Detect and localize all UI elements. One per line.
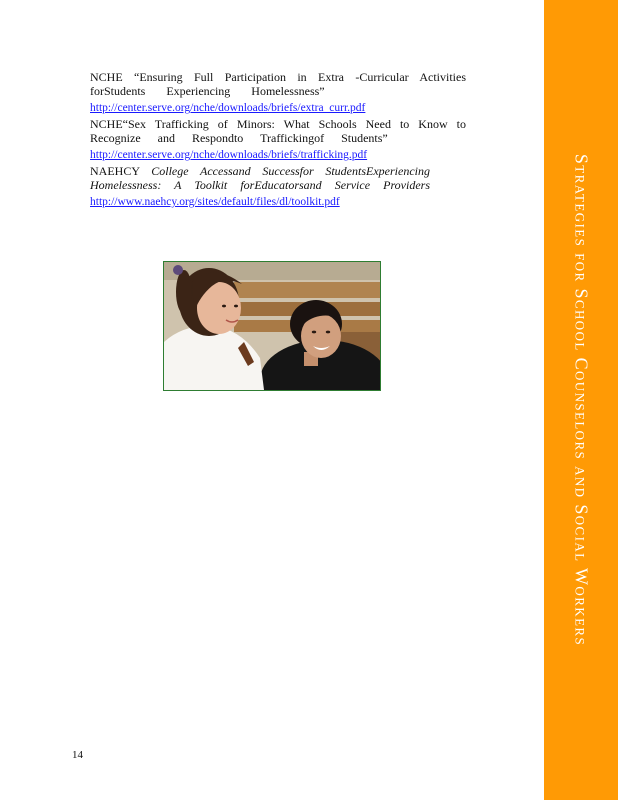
resource-title-italic: College Accessand Successfor StudentsExperiencing <box>151 164 430 178</box>
resource-org: NAEHCY <box>90 164 152 178</box>
list-item <box>74 165 466 210</box>
resource-title-line: NCHE “Ensuring Full Participation in Extra -Curricular Activities <box>90 70 466 84</box>
resource-title-line: Recognize and Respondto Traffickingof Students” <box>90 130 388 145</box>
resource-title-line: Homelessness: A Toolkit forEducatorsand Service Providers <box>90 177 430 192</box>
resource-title-line <box>90 165 430 179</box>
resource-title-line: forStudents Experiencing Homelessness” <box>90 83 325 98</box>
photo-mother-and-child <box>163 261 381 391</box>
photo-illustration <box>164 262 380 390</box>
resource-title-line: NCHE“Sex Trafficking of Minors: What Schools Need to Know to <box>90 117 466 131</box>
resource-link[interactable]: http://center.serve.org/nche/downloads/briefs/extra_curr.pdf <box>90 102 366 114</box>
resource-link[interactable]: http://center.serve.org/nche/downloads/briefs/trafficking.pdf <box>90 149 368 161</box>
sidebar-band <box>544 0 618 800</box>
list-item <box>74 71 466 116</box>
resource-list <box>74 71 466 212</box>
resource-link[interactable]: http://www.naehcy.org/sites/default/files/dl/toolkit.pdf <box>90 196 340 208</box>
sidebar-title: Strategies for School Counselors and Social Workers <box>571 153 592 647</box>
page-number: 14 <box>72 749 83 761</box>
list-item <box>74 118 466 163</box>
